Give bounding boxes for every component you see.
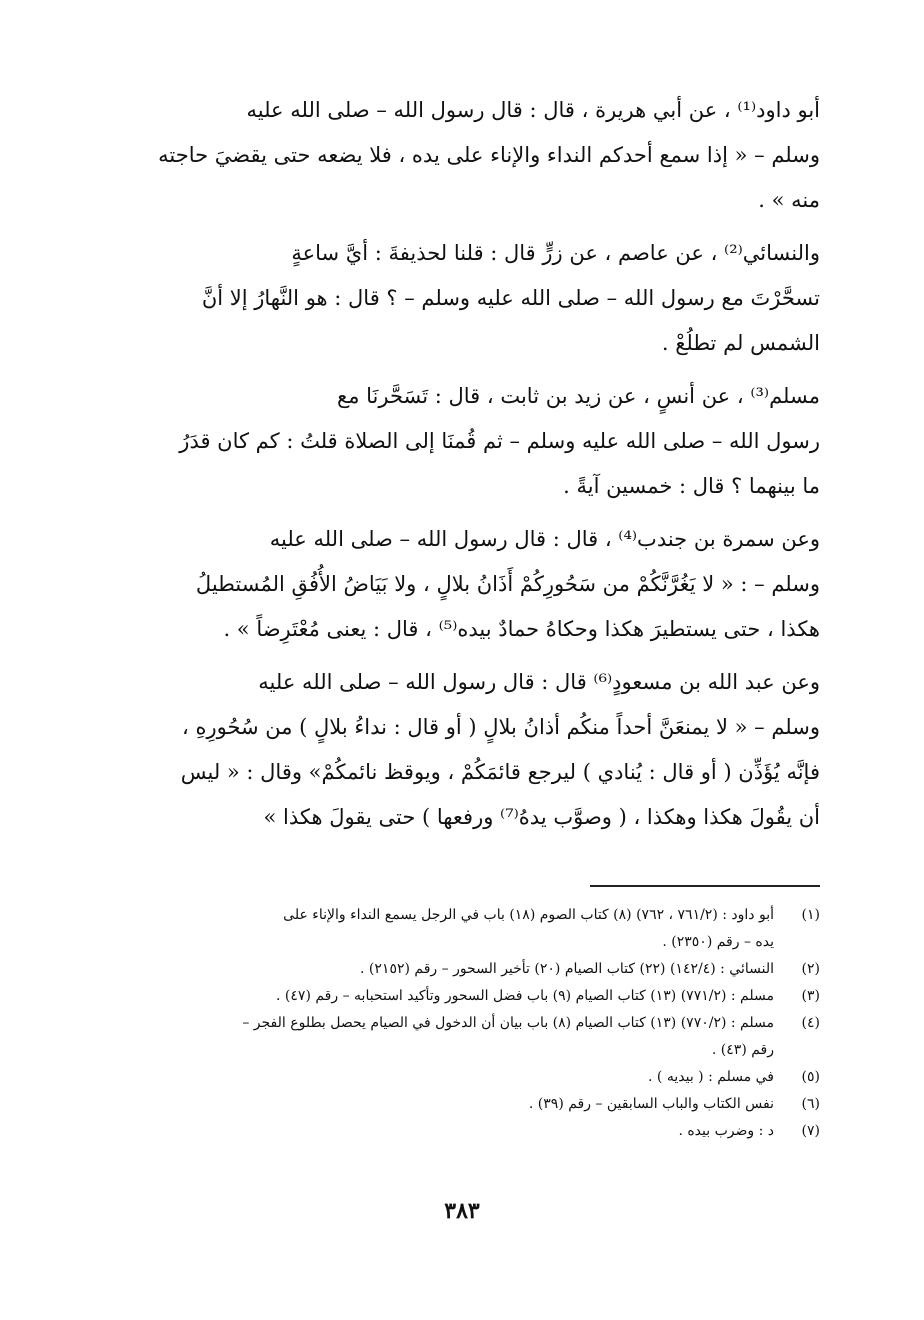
footnote-text [118,956,774,983]
footnote-text [118,1118,774,1145]
text-line: منه » . [758,188,820,212]
text-line: وعن عبد الله بن مسعودٍ⁽⁶⁾ قال : قال رسول الله – صلى الله عليه [258,670,820,694]
text-line: وعن سمرة بن جندب⁽⁴⁾ ، قال : قال رسول الله – صلى الله عليه [269,527,820,551]
text-line: ما بينهما ؟ قال : خمسين آيةً . [563,474,820,498]
text-line: وسلم – « إذا سمع أحدكم النداء والإناء على يده ، فلا يضعه حتى يقضيَ حاجته [158,143,820,167]
paragraph-ibn-masud [118,660,820,840]
footnote-text [118,1010,774,1064]
footnote-text [118,983,774,1010]
footnote-line: مسلم : (٧٧٠/٢) (١٣) كتاب الصيام (٨) باب بيان أن الدخول في الصيام يحصل بطلوع الفجر – [242,1015,774,1031]
footnote-number: (٦) [801,1096,820,1112]
footnote-line: نفس الكتاب والباب السابقين – رقم (٣٩) . [528,1096,774,1112]
footnote-line: أبو داود : (٧٦١/٢ ، ٧٦٢) (٨) كتاب الصوم (١٨) باب في الرجل يسمع النداء والإناء على [283,907,774,923]
text-line: فإنَّه يُؤَذِّن ( أو قال : يُنادي ) ليرجع قائمَكُمْ ، ويوقظ نائمكُمْ» وقال : « ليس [180,760,820,784]
footnote-5 [118,1064,820,1091]
footnote-line: رقم (٤٣) . [711,1042,774,1058]
text-line: وسلم – : « لا يَغُرَّنَّكُمْ من سَحُورِكُمْ أَذَانُ بلالٍ ، ولا بَيَاضُ الأُفُقِ المُستطيلُ [195,572,820,596]
footnotes [118,902,820,1145]
footnote-number: (٤) [801,1015,820,1031]
footnote-line: د : وضرب بيده . [678,1123,774,1139]
footnote-text [118,902,774,956]
footnote-1 [118,902,820,956]
page-number: ٣٨٣ [444,1198,480,1224]
footnote-separator [590,885,820,887]
text-line: هكذا ، حتى يستطيرَ هكذا وحكاهُ حمادٌ بيده⁽⁵⁾ ، قال : يعنى مُعْتَرِضاً » . [223,617,820,641]
footnote-2 [118,956,820,983]
text-line: الشمس لم تطلُعْ . [661,331,820,355]
footnote-4 [118,1010,820,1064]
paragraph-muslim [118,374,820,509]
footnote-line: مسلم : (٧٧١/٢) (١٣) كتاب الصيام (٩) باب فضل السحور وتأكيد استحبابه – رقم (٤٧) . [276,988,774,1004]
footnote-7 [118,1118,820,1145]
footnote-line: النسائي : (١٤٢/٤) (٢٢) كتاب الصيام (٢٠) تأخير السحور – رقم (٢١٥٢) . [360,961,774,977]
main-text [118,88,820,848]
footnote-number: (٣) [801,988,820,1004]
footnote-number: (٧) [801,1123,820,1139]
paragraph-nasai [118,231,820,366]
text-line: أبو داود⁽¹⁾ ، عن أبي هريرة ، قال : قال رسول الله – صلى الله عليه [246,98,820,122]
footnote-number: (١) [801,907,820,923]
footnote-line: يده – رقم (٢٣٥٠) . [662,934,774,950]
footnote-text [118,1091,774,1118]
text-line: تسحَّرْتَ مع رسول الله – صلى الله عليه وسلم – ؟ قال : هو النَّهارُ إلا أنَّ [201,286,820,310]
footnote-3 [118,983,820,1010]
footnote-number: (٥) [801,1069,820,1085]
text-line: والنسائي⁽²⁾ ، عن عاصم ، عن زرٍّ قال : قلنا لحذيفةَ : أيَّ ساعةٍ [291,241,820,265]
footnote-line: في مسلم : ( بيديه ) . [648,1069,774,1085]
text-line: وسلم – « لا يمنعَنَّ أحداً منكُم أذانُ بلالٍ ( أو قال : نداءُ بلالٍ ) من سُحُورِهِ ، [182,715,820,739]
text-line: مسلم⁽³⁾ ، عن أنسٍ ، عن زيد بن ثابت ، قال : تَسَحَّرنَا مع [337,384,820,408]
text-line: رسول الله – صلى الله عليه وسلم – ثم قُمنَا إلى الصلاة قلتُ : كم كان قدَرُ [179,429,820,453]
text-line: أن يقُولَ هكذا وهكذا ، ( وصوَّب يدهُ⁽⁷⁾ ورفعها ) حتى يقولَ هكذا » [263,805,820,829]
footnote-6 [118,1091,820,1118]
paragraph-samura [118,517,820,652]
footnote-text [118,1064,774,1091]
paragraph-abu-dawud [118,88,820,223]
footnote-number: (٢) [801,961,820,977]
